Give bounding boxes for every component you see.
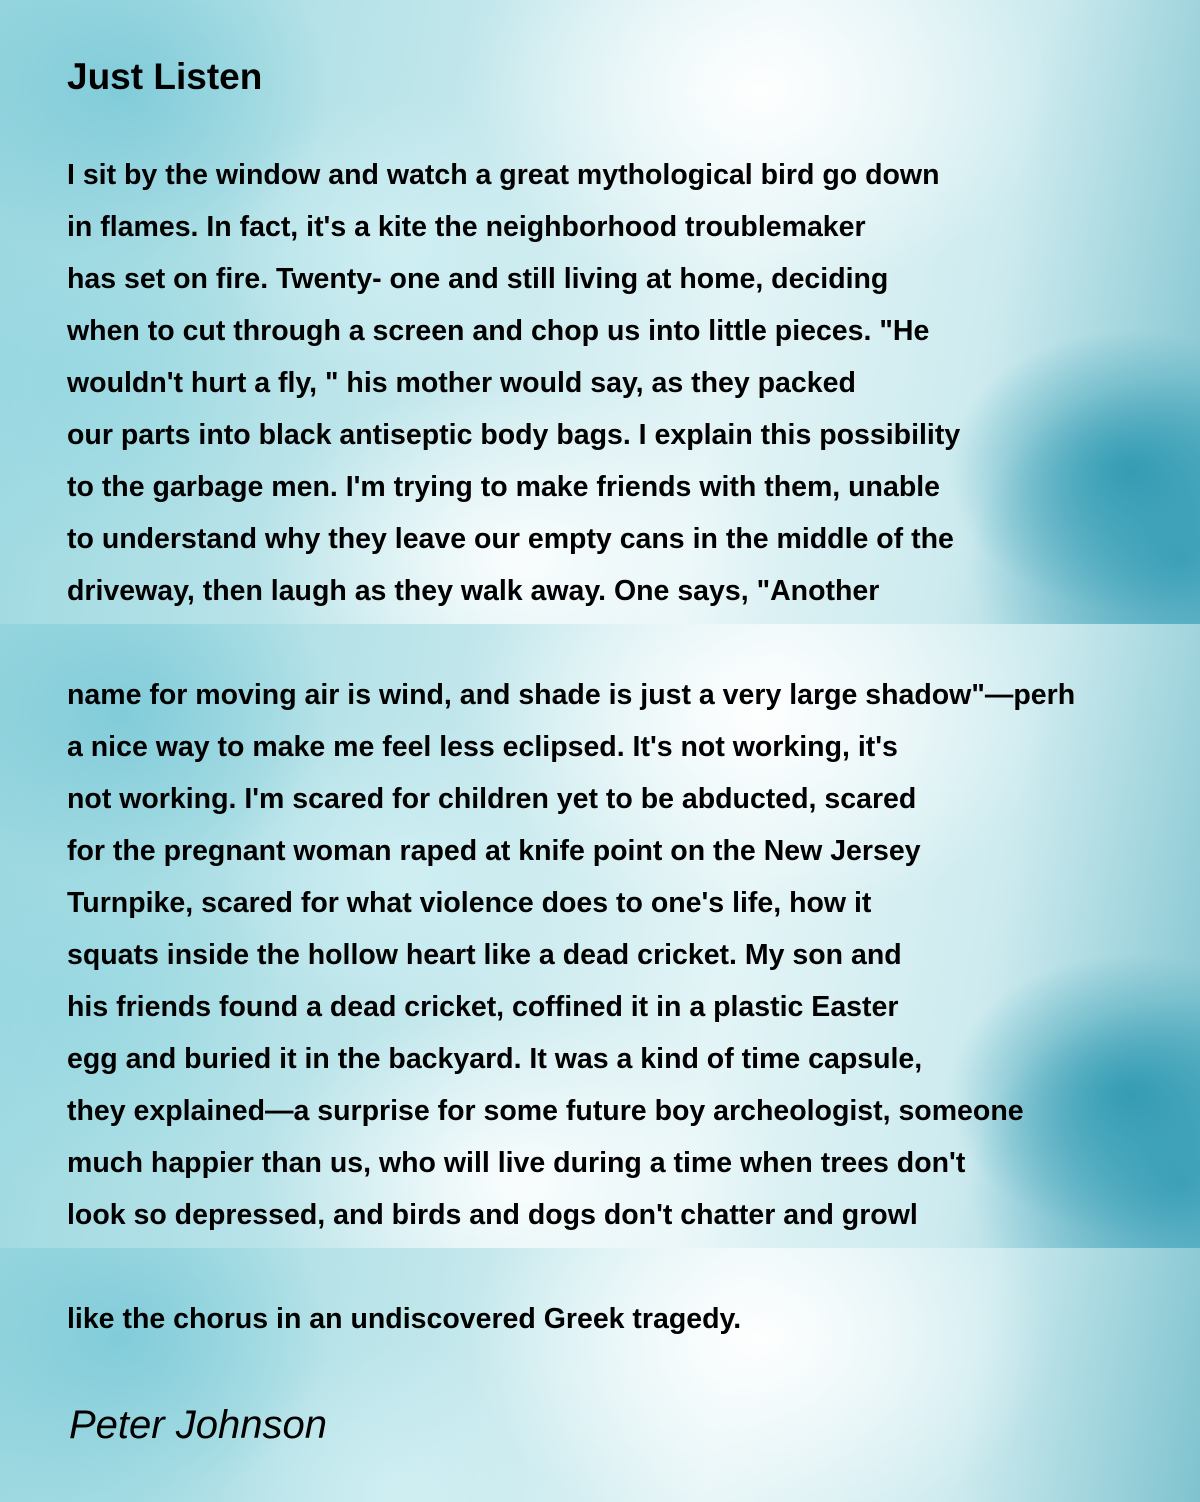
author-name: Peter Johnson [69, 1403, 327, 1447]
poem-line: has set on fire. Twenty- one and still living at home, deciding [67, 263, 889, 295]
stanza-1 [67, 149, 960, 617]
poem-line: in flames. In fact, it's a kite the neighborhood troublemaker [67, 211, 866, 243]
poem-line: squats inside the hollow heart like a dead cricket. My son and [67, 939, 902, 971]
poem-line: not working. I'm scared for children yet to be abducted, scared [67, 783, 917, 815]
poem-line: egg and buried it in the backyard. It was a kind of time capsule, [67, 1043, 923, 1075]
stanza-3 [67, 1293, 741, 1345]
poem-line: for the pregnant woman raped at knife point on the New Jersey [67, 835, 921, 867]
poem-line: like the chorus in an undiscovered Greek tragedy. [67, 1303, 742, 1335]
stanza-2 [67, 669, 1075, 1241]
poem-panel-1 [0, 0, 1200, 624]
poem-line: to the garbage men. I'm trying to make friends with them, unable [67, 471, 940, 503]
poem-line: driveway, then laugh as they walk away. One says, "Another [67, 575, 880, 607]
poem-line: to understand why they leave our empty cans in the middle of the [67, 523, 954, 555]
poem-line: his friends found a dead cricket, coffined it in a plastic Easter [67, 991, 899, 1023]
poem-line: name for moving air is wind, and shade is just a very large shadow"—perh [67, 679, 1076, 711]
poem-line: I sit by the window and watch a great mythological bird go down [67, 159, 940, 191]
poem-panel-2 [0, 624, 1200, 1248]
poem-line: they explained—a surprise for some future boy archeologist, someone [67, 1095, 1024, 1127]
poem-line: when to cut through a screen and chop us into little pieces. "He [67, 315, 930, 347]
poem-line: wouldn't hurt a fly, " his mother would say, as they packed [67, 367, 856, 399]
poem-line: our parts into black antiseptic body bags. I explain this possibility [67, 419, 961, 451]
poem-line: much happier than us, who will live during a time when trees don't [67, 1147, 966, 1179]
poem-title: Just Listen [67, 56, 263, 97]
poem-line: a nice way to make me feel less eclipsed. It's not working, it's [67, 731, 898, 763]
poem-panel-3 [0, 1248, 1200, 1502]
poem-line: Turnpike, scared for what violence does to one's life, how it [67, 887, 872, 919]
poem-line: look so depressed, and birds and dogs don't chatter and growl [67, 1199, 918, 1231]
